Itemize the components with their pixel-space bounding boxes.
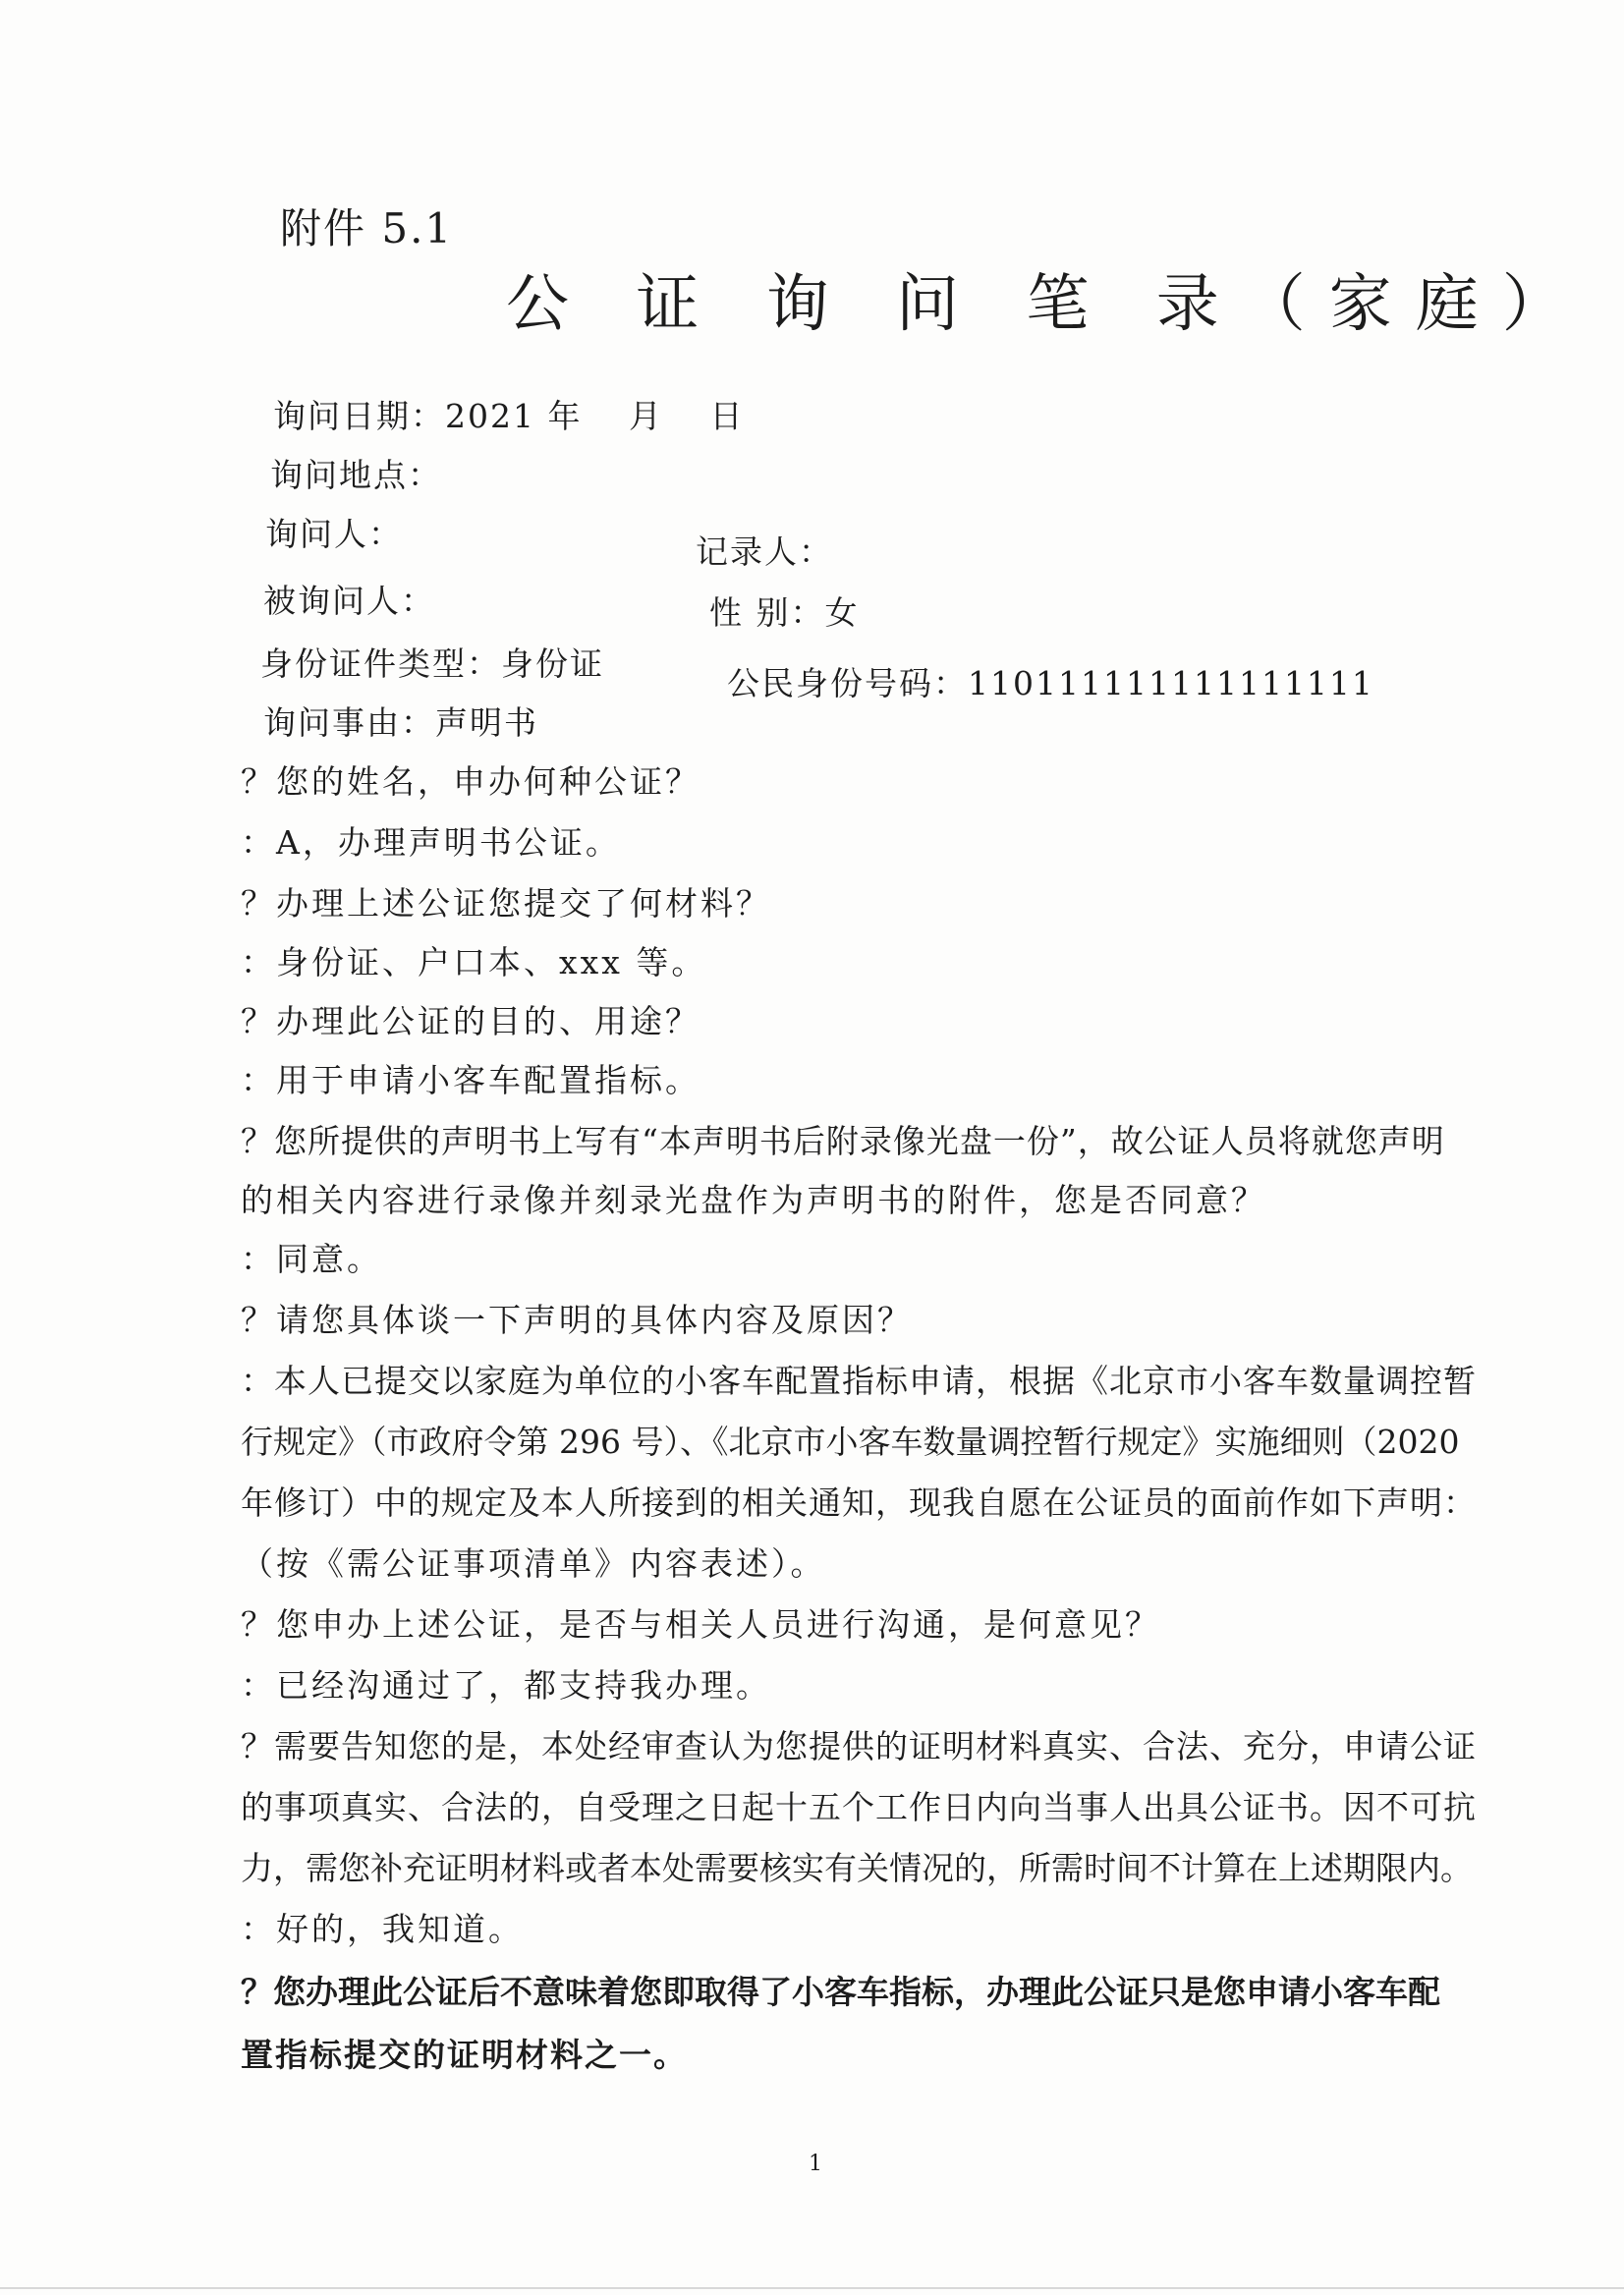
transcript-line: 的事项真实、合法的，自受理之日起十五个工作日内向当事人出具公证书。因不可抗 <box>241 1788 1477 1826</box>
transcript-line: ？您所提供的声明书上写有“本声明书后附录像光盘一份”，故公证人员将就您声明 <box>241 1122 1445 1160</box>
transcript-line: ：已经沟通过了，都支持我办理。 <box>241 1666 771 1705</box>
field-interviewer: 询问人： <box>265 515 403 553</box>
transcript-line: ：好的，我知道。 <box>241 1910 524 1948</box>
transcript-line: ？办理此公证的目的、用途？ <box>241 1002 700 1040</box>
document-title: 公 证 询 问 笔 录（家庭） <box>506 268 1589 341</box>
field-recorder: 记录人： <box>696 532 833 571</box>
field-interviewee: 被询问人： <box>263 582 435 620</box>
transcript-line: 行规定》（市政府令第 296 号）、《北京市小客车数量调控暂行规定》实施细则（2020 <box>241 1423 1460 1461</box>
transcript-line: 年修订）中的规定及本人所接到的相关通知，现我自愿在公证员的面前作如下声明： <box>241 1483 1477 1522</box>
transcript-line: ？请您具体谈一下声明的具体内容及原因？ <box>241 1301 913 1339</box>
attachment-label: 附件 5.1 <box>280 204 454 252</box>
page-number: 1 <box>809 2152 822 2176</box>
field-gender: 性 别：女 <box>709 593 860 632</box>
transcript-line: 的相关内容进行录像并刻录光盘作为声明书的附件，您是否同意？ <box>241 1181 1266 1219</box>
transcript-line: ：同意。 <box>241 1240 382 1278</box>
transcript-line: ？需要告知您的是，本处经审查认为您提供的证明材料真实、合法、充分，申请公证 <box>241 1727 1477 1765</box>
field-id-number: 公民身份号码：110111111111111111 <box>727 664 1374 702</box>
field-id-type: 身份证件类型：身份证 <box>260 644 604 683</box>
field-place: 询问地点： <box>270 456 442 494</box>
transcript-line: 力，需您补充证明材料或者本处需要核实有关情况的，所需时间不计算在上述期限内。 <box>241 1849 1473 1887</box>
transcript-line: ：身份证、户口本、xxx 等。 <box>241 943 707 981</box>
transcript-line-bold: 置指标提交的证明材料之一。 <box>241 2036 688 2074</box>
transcript-line: ：A，办理声明书公证。 <box>241 823 621 862</box>
transcript-line: ？您的姓名，申办何种公证？ <box>241 762 700 801</box>
field-reason: 询问事由：声明书 <box>263 703 538 742</box>
transcript-line-bold: ？您办理此公证后不意味着您即取得了小客车指标，办理此公证只是您申请小客车配 <box>241 1973 1440 2011</box>
transcript-line: ：用于申请小客车配置指标。 <box>241 1061 700 1099</box>
transcript-line: ：本人已提交以家庭为单位的小客车配置指标申请，根据《北京市小客车数量调控暂 <box>241 1362 1477 1400</box>
transcript-line: ？您申办上述公证，是否与相关人员进行沟通，是何意见？ <box>241 1605 1160 1644</box>
scan-edge-divider <box>0 2287 1624 2289</box>
field-date: 询问日期：2021 年 月 日 <box>273 397 745 435</box>
transcript-line: ？办理上述公证您提交了何材料？ <box>241 884 771 923</box>
transcript-line: （按《需公证事项清单》内容表述）。 <box>241 1544 826 1583</box>
